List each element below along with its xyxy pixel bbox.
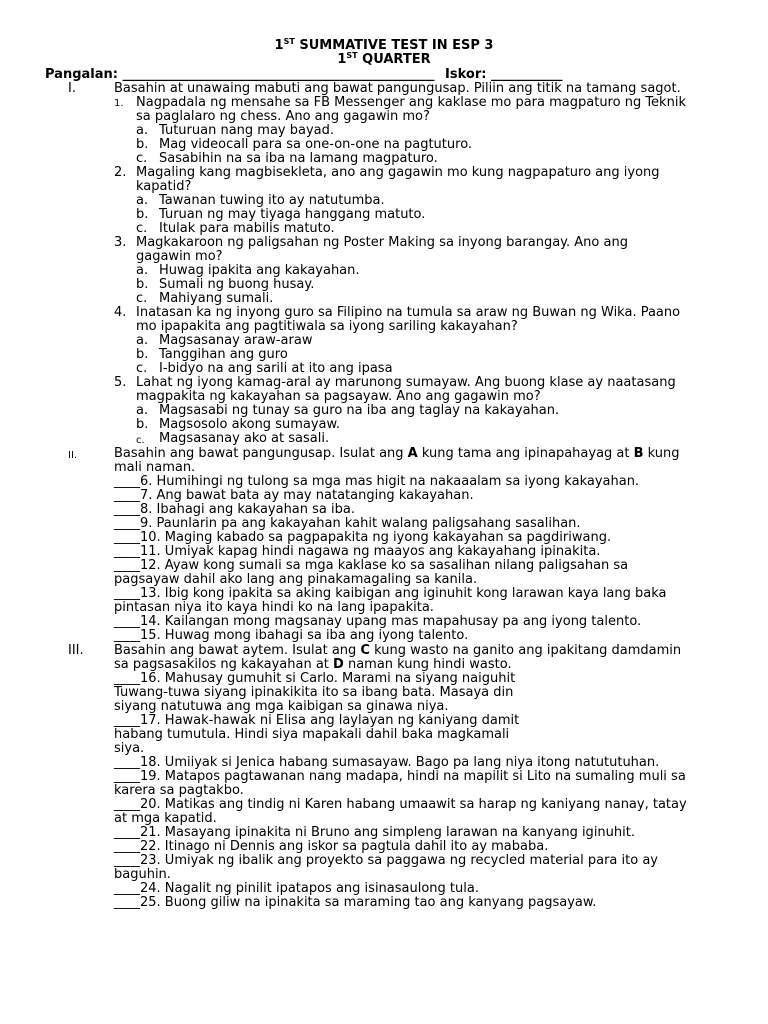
statement-item: ____12. Ayaw kong sumali sa mga kaklase ko sa sasalihan nilang paligsahan sa <box>114 558 629 573</box>
question-text: Magkakaroon ng paligsahan ng Poster Making sa inyong barangay. Ano ang <box>136 235 628 250</box>
choice-letter: c. <box>136 361 148 376</box>
choice-text: Mahiyang sumali. <box>159 291 274 306</box>
section-ii-roman: II. <box>68 450 78 461</box>
section-i-instruction: Basahin at unawaing mabuti ang bawat pangungusap. Piliin ang titik na tamang sagot. <box>114 81 681 96</box>
question-text: Lahat ng iyong kamag-aral ay marunong sumayaw. Ang buong klase ay naatasang <box>136 375 676 390</box>
situation-item-cont: siya. <box>114 741 145 756</box>
answer-key-b: B <box>633 446 644 461</box>
choice-letter: b. <box>136 417 149 432</box>
statement-item: ____8. Ibahagi ang kakayahan sa iba. <box>114 502 355 517</box>
question-text: kapatid? <box>136 179 192 194</box>
question-number: 5. <box>114 375 127 390</box>
statement-item: ____10. Maging kabado sa pagpapakita ng iyong kakayahan sa pagdiriwang. <box>114 530 612 545</box>
situation-item: ____17. Hawak-hawak ni Elisa ang laylayan ng kaniyang damit <box>114 713 520 728</box>
statement-item: ____11. Umiyak kapag hindi nagawa ng maayos ang kakayahang ipinakita. <box>114 544 601 559</box>
test-title <box>0 38 768 53</box>
situation-item: ____22. Itinago ni Dennis ang iskor sa pagtula dahil ito ay mababa. <box>114 839 549 854</box>
instruction-text: kung wasto na ganito ang ipakitang damdamin <box>369 643 682 658</box>
answer-key-d: D <box>333 657 344 672</box>
name-label: Pangalan: <box>45 67 118 82</box>
statement-item: ____14. Kailangan mong magsanay upang mas mapahusay pa ang iyong talento. <box>114 614 642 629</box>
instruction-text: naman kung hindi wasto. <box>343 657 512 672</box>
statement-item: ____7. Ang bawat bata ay may natatanging kakayahan. <box>114 488 474 503</box>
situation-item: ____16. Mahusay gumuhit si Carlo. Marami na siyang naiguhit <box>114 671 516 686</box>
choice-letter: c. <box>136 151 148 166</box>
section-iii-instruction-cont <box>114 658 512 672</box>
title-superscript: ST <box>283 37 295 46</box>
choice-text: I-bidyo na ang sarili at ito ang ipasa <box>159 361 393 376</box>
instruction-text: kung <box>643 446 680 461</box>
situation-item-cont: at mga kapatid. <box>114 811 217 826</box>
quarter-title <box>0 52 768 67</box>
quarter-text: QUARTER <box>357 52 431 67</box>
choice-letter: a. <box>136 123 149 138</box>
choice-letter: c. <box>136 291 148 306</box>
choice-letter: a. <box>136 193 149 208</box>
statement-item: ____13. Ibig kong ipakita sa aking kaibigan ang iginuhit kong larawan kaya lang baka <box>114 586 667 601</box>
statement-item-cont: pintasan niya ito kaya hindi ko na lang ipapakita. <box>114 600 434 615</box>
choice-text: Tuturuan nang may bayad. <box>159 123 335 138</box>
choice-letter: a. <box>136 403 149 418</box>
answer-key-c: C <box>360 643 370 658</box>
title-text: SUMMATIVE TEST IN ESP 3 <box>294 38 494 53</box>
choice-text: Tawanan tuwing ito ay natutumba. <box>159 193 385 208</box>
question-text: Magaling kang magbisekleta, ano ang gagawin mo kung nagpapaturo ang iyong <box>136 165 660 180</box>
situation-item: ____19. Matapos pagtawanan nang madapa, hindi na mapilit si Lito na sumaling muli sa <box>114 769 686 784</box>
situation-item: ____23. Umiyak ng ibalik ang proyekto sa paggawa ng recycled material para ito ay <box>114 853 658 868</box>
choice-letter: b. <box>136 207 149 222</box>
question-text: Inatasan ka ng inyong guro sa Filipino na tumula sa araw ng Buwan ng Wika. Paano <box>136 305 681 320</box>
situation-item: ____18. Umiiyak si Jenica habang sumasayaw. Bago pa lang niya itong natututuhan. <box>114 755 660 770</box>
choice-text: Tanggihan ang guro <box>159 347 288 362</box>
choice-letter: c. <box>136 221 148 236</box>
choice-letter: a. <box>136 333 149 348</box>
question-text: sa paglalaro ng chess. Ano ang gagawin mo? <box>136 109 430 124</box>
situation-item-cont: Tuwang-tuwa siyang ipinakikita ito sa ibang bata. Masaya din <box>114 685 514 700</box>
statement-item-cont: pagsayaw dahil ako lang ang pinakamagaling sa kanila. <box>114 572 478 587</box>
choice-text: Magsasanay araw-araw <box>159 333 313 348</box>
section-iii-instruction <box>114 644 681 658</box>
name-blank[interactable]: ________________________________________________ <box>122 67 435 82</box>
choice-letter: a. <box>136 263 149 278</box>
instruction-text: Basahin ang bawat pangungusap. Isulat ang <box>114 446 408 461</box>
choice-letter: b. <box>136 347 149 362</box>
situation-item: ____25. Buong giliw na ipinakita sa maraming tao ang kanyang pagsayaw. <box>114 895 597 910</box>
instruction-text: Basahin ang bawat aytem. Isulat ang <box>114 643 361 658</box>
choice-letter: b. <box>136 137 149 152</box>
section-ii-instruction <box>114 447 680 461</box>
quarter-superscript: ST <box>346 51 358 60</box>
choice-text: Sasabihin na sa iba na lamang magpaturo. <box>159 151 438 166</box>
question-text: Nagpadala ng mensahe sa FB Messenger ang kaklase mo para magpaturo ng Teknik <box>136 95 686 110</box>
question-text: mo ipapakita ang pagtitiwala sa iyong sariling kakayahan? <box>136 319 518 334</box>
choice-text: Magsosolo akong sumayaw. <box>159 417 341 432</box>
choice-text: Turuan ng may tiyaga hanggang matuto. <box>159 207 426 222</box>
situation-item-cont: habang tumutula. Hindi siya mapakali dahil baka magkamali <box>114 727 510 742</box>
choice-text: Magsasabi ng tunay sa guro na iba ang taglay na kakayahan. <box>159 403 560 418</box>
statement-item: ____9. Paunlarin pa ang kakayahan kahit walang paligsahang sasalihan. <box>114 516 581 531</box>
choice-letter: b. <box>136 277 149 292</box>
statement-item: ____15. Huwag mong ibahagi sa iba ang iyong talento. <box>114 628 469 643</box>
instruction-text: kung tama ang ipinapahayag at <box>417 446 634 461</box>
answer-key-a: A <box>407 446 418 461</box>
situation-item-cont: baguhin. <box>114 867 171 882</box>
situation-item-cont: karera sa pagtakbo. <box>114 783 244 798</box>
question-number: 4. <box>114 305 127 320</box>
section-i-roman: I. <box>68 81 76 96</box>
choice-text: Magsasanay ako at sasali. <box>159 431 330 446</box>
section-iii-roman: III. <box>68 643 84 658</box>
question-text: gagawin mo? <box>136 249 223 264</box>
instruction-text: sa pagsasakilos ng kakayahan at <box>114 657 334 672</box>
choice-text: Mag videocall para sa one-on-one na pagtuturo. <box>159 137 473 152</box>
name-score-line <box>45 68 562 82</box>
choice-letter: c. <box>136 435 145 446</box>
question-number: 1. <box>114 98 124 109</box>
title-number: 1 <box>274 38 284 53</box>
situation-item: ____21. Masayang ipinakita ni Bruno ang simpleng larawan na kanyang iginuhit. <box>114 825 635 840</box>
question-text: magpakita ng kakayahan sa pagsayaw. Ano ang gagawin mo? <box>136 389 541 404</box>
choice-text: Itulak para mabilis matuto. <box>159 221 335 236</box>
question-number: 2. <box>114 165 127 180</box>
section-ii-instruction-cont: mali naman. <box>114 460 196 475</box>
situation-item: ____20. Matikas ang tindig ni Karen habang umaawit sa harap ng kaniyang nanay, tatay <box>114 797 687 812</box>
statement-item: ____6. Humihingi ng tulong sa mga mas higit na nakaaalam sa iyong kakayahan. <box>114 474 640 489</box>
choice-text: Sumali ng buong husay. <box>159 277 315 292</box>
situation-item-cont: siyang natutuwa ang mga kaibigan sa ginawa niya. <box>114 699 449 714</box>
score-label: Iskor: <box>445 67 487 82</box>
question-number: 3. <box>114 235 127 250</box>
score-blank[interactable]: ___________ <box>490 67 563 82</box>
choice-text: Huwag ipakita ang kakayahan. <box>159 263 360 278</box>
situation-item: ____24. Nagalit ng pinilit ipatapos ang isinasaulong tula. <box>114 881 479 896</box>
quarter-number: 1 <box>337 52 347 67</box>
